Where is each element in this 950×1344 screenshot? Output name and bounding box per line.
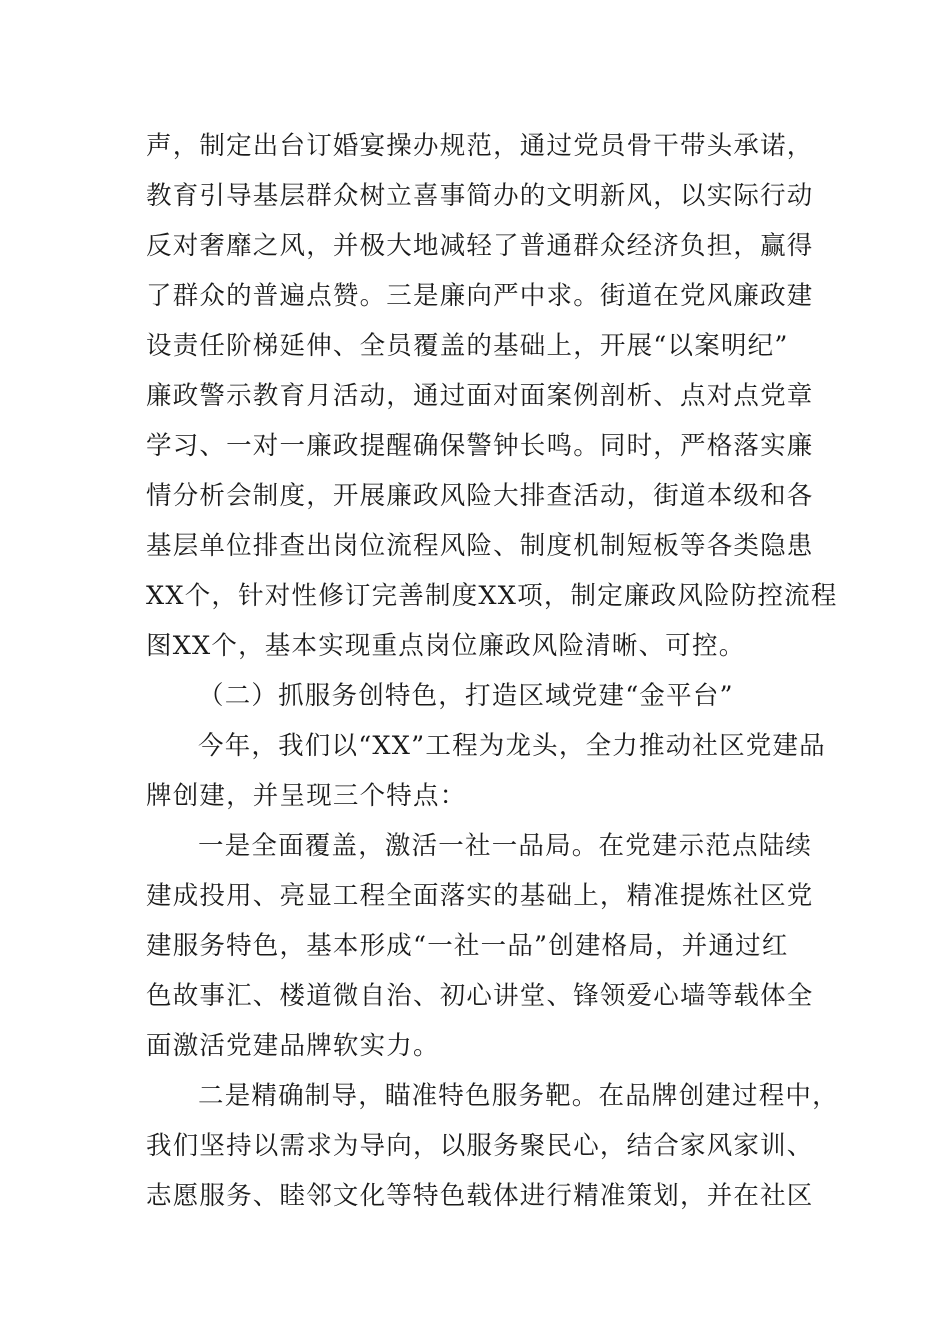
body-line: 设责任阶梯延伸、全员覆盖的基础上，开展“以案明纪” xyxy=(146,331,789,361)
body-line: 反对奢靡之风，并极大地减轻了普通群众经济负担，赢得 xyxy=(146,231,814,261)
paragraph-first-line: 一是全面覆盖，激活一社一品局。在党建示范点陆续 xyxy=(198,831,813,861)
body-line: 面激活党建品牌软实力。 xyxy=(146,1031,440,1061)
body-line: 建成投用、亮显工程全面落实的基础上，精准提炼社区党 xyxy=(146,881,814,911)
paragraph-first-line: 今年，我们以“XX”工程为龙头，全力推动社区党建品 xyxy=(198,731,826,761)
body-line: 声，制定出台订婚宴操办规范，通过党员骨干带头承诺， xyxy=(146,131,814,161)
body-line: 志愿服务、睦邻文化等特色载体进行精准策划，并在社区 xyxy=(146,1181,814,1211)
body-line: 图XX个，基本实现重点岗位廉政风险清晰、可控。 xyxy=(146,631,746,661)
body-line: 建服务特色，基本形成“一社一品”创建格局，并通过红 xyxy=(146,931,789,961)
body-line: XX个，针对性修订完善制度XX项，制定廉政风险防控流程 xyxy=(146,581,838,611)
body-line: 情分析会制度，开展廉政风险大排查活动，街道本级和各 xyxy=(146,481,814,511)
body-line: 了群众的普遍点赞。三是廉向严中求。街道在党风廉政建 xyxy=(146,281,814,311)
body-line: 我们坚持以需求为导向，以服务聚民心，结合家风家训、 xyxy=(146,1131,814,1161)
body-line: 基层单位排查出岗位流程风险、制度机制短板等各类隐患 xyxy=(146,531,814,561)
body-line: 教育引导基层群众树立喜事简办的文明新风，以实际行动 xyxy=(146,181,814,211)
body-line: 色故事汇、楼道微自治、初心讲堂、锋领爱心墙等载体全 xyxy=(146,981,814,1011)
body-line: 廉政警示教育月活动，通过面对面案例剖析、点对点党章 xyxy=(146,381,814,411)
body-line: 牌创建，并呈现三个特点： xyxy=(146,781,467,811)
section-heading: （二）抓服务创特色，打造区域党建“金平台” xyxy=(198,681,734,711)
body-line: 学习、一对一廉政提醒确保警钟长鸣。同时，严格落实廉 xyxy=(146,431,814,461)
paragraph-first-line: 二是精确制导，瞄准特色服务靶。在品牌创建过程中， xyxy=(198,1081,839,1111)
